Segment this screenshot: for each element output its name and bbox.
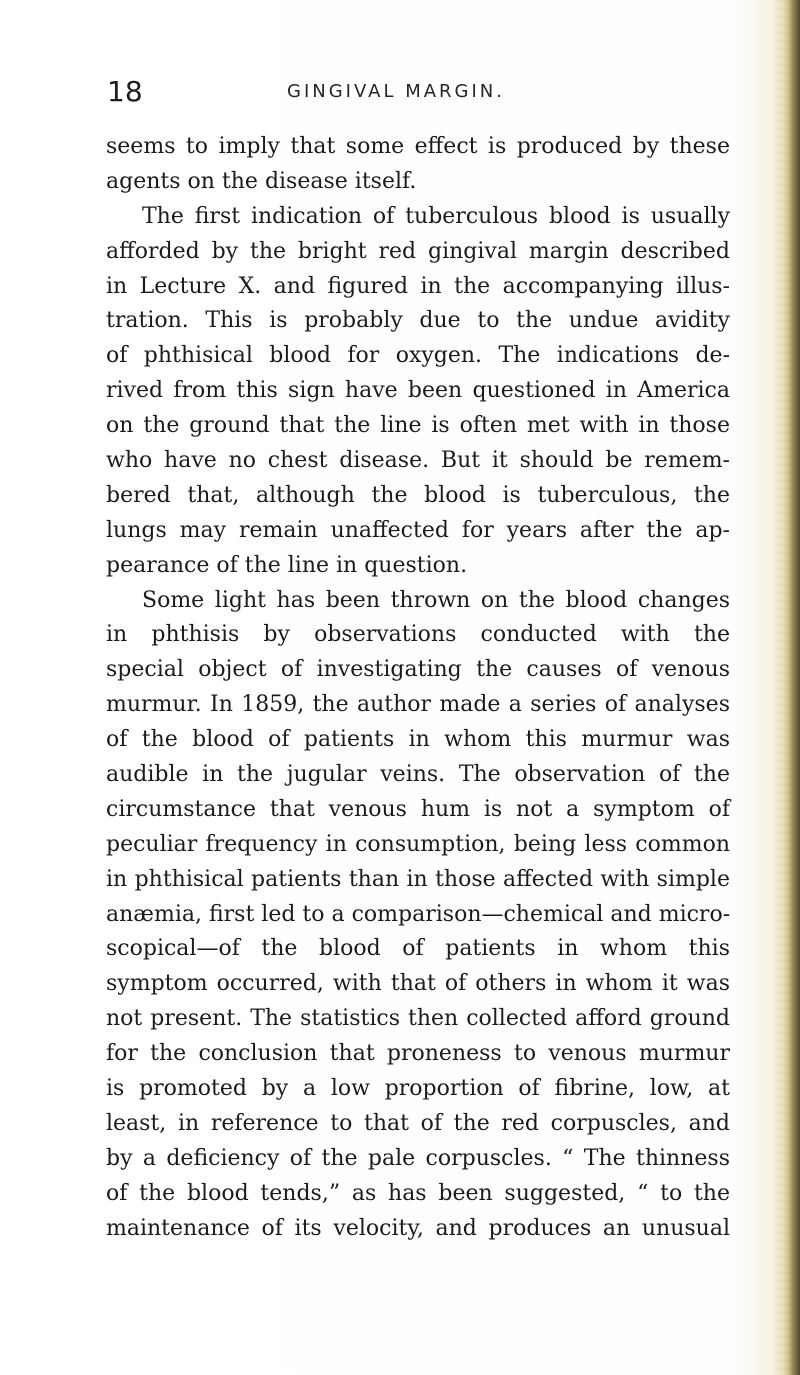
text-line: in phthisical patients than in those affected with simple <box>106 866 730 892</box>
text-line: rived from this sign have been questioned in America <box>106 378 730 404</box>
text-line: not present. The statistics then collected afford ground <box>106 1006 730 1032</box>
text-line: maintenance of its velocity, and produces an unusual <box>106 1215 730 1241</box>
text-line: murmur. In 1859, the author made a series of analyses <box>106 692 730 718</box>
text-line: in phthisis by observations conducted with the <box>106 622 730 648</box>
running-head: GINGIVAL MARGIN. <box>287 81 505 102</box>
text-line: circumstance that venous hum is not a symptom of <box>106 796 730 822</box>
text-line: is promoted by a low proportion of fibrine, low, at <box>106 1076 730 1102</box>
text-line: peculiar frequency in consumption, being less common <box>106 831 730 857</box>
text-line: scopical—of the blood of patients in whom this <box>106 936 730 962</box>
text-line: seems to imply that some effect is produced by these <box>106 134 730 159</box>
text-line: who have no chest disease. But it should be remem- <box>106 448 730 474</box>
text-line: by a deficiency of the pale corpuscles. “ The thinness <box>106 1145 730 1171</box>
text-line: symptom occurred, with that of others in whom it was <box>106 971 730 997</box>
page-header <box>107 72 747 112</box>
body-text <box>106 130 730 1247</box>
page-number: 18 <box>107 75 143 108</box>
text-line: audible in the jugular veins. The observation of the <box>106 762 730 788</box>
text-line: of the blood of patients in whom this murmur was <box>106 727 730 753</box>
text-line: of phthisical blood for oxygen. The indications de- <box>106 343 730 369</box>
text-line: pearance of the line in question. <box>106 552 468 578</box>
text-line: of the blood tends,” as has been suggested, “ to the <box>106 1180 730 1206</box>
text-line: anæmia, first led to a comparison—chemical and micro- <box>106 901 731 927</box>
text-line: Some light has been thrown on the blood changes <box>142 587 730 613</box>
text-line: on the ground that the line is often met with in those <box>106 413 730 439</box>
text-line: for the conclusion that proneness to venous murmur <box>106 1041 730 1067</box>
text-line: tration. This is probably due to the undue avidity <box>106 308 730 334</box>
text-line: special object of investigating the causes of venous <box>106 657 730 683</box>
text-line: The first indication of tuberculous blood is usually <box>142 203 730 229</box>
text-line: agents on the disease itself. <box>106 168 417 194</box>
text-line: bered that, although the blood is tuberculous, the <box>106 482 730 508</box>
text-line: afforded by the bright red gingival margin described <box>106 238 730 264</box>
text-line: lungs may remain unaffected for years after the ap- <box>106 517 730 543</box>
text-line: least, in reference to that of the red corpuscles, and <box>106 1110 730 1136</box>
text-line: in Lecture X. and figured in the accompanying illus- <box>106 273 730 299</box>
page-edge-shadow <box>774 0 800 1375</box>
